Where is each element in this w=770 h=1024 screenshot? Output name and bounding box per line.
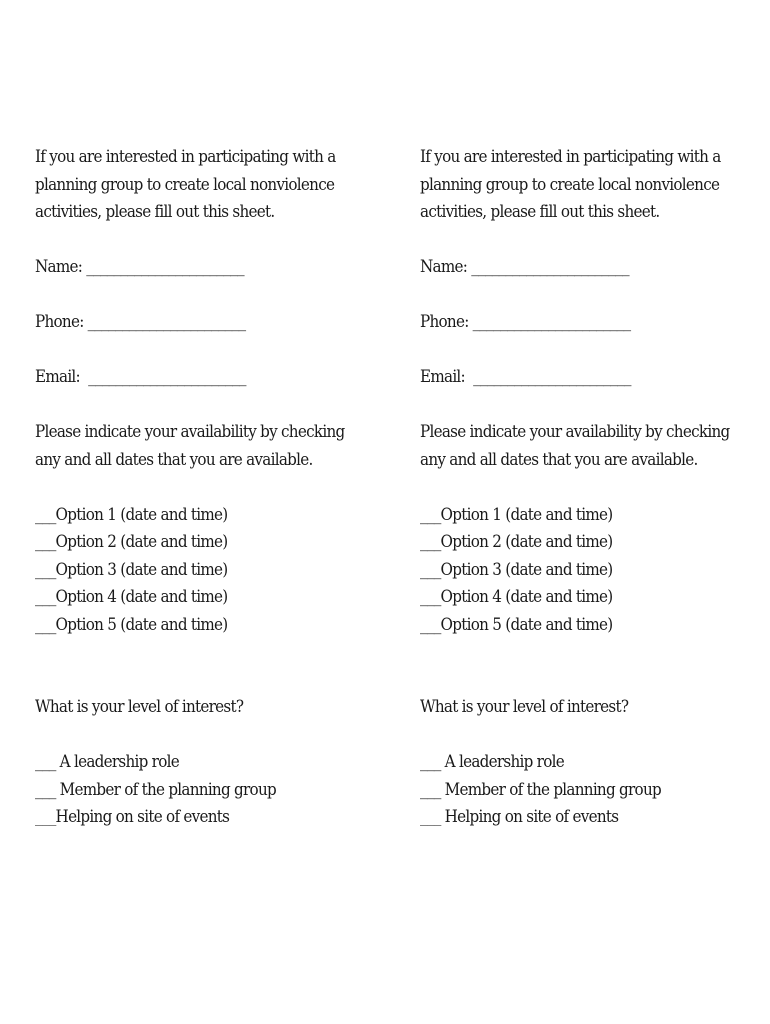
- phone-field: Phone: _______________________: [420, 312, 631, 331]
- spacer: [35, 336, 339, 364]
- spacer: [420, 226, 724, 254]
- email-field: Email: _______________________: [35, 367, 246, 386]
- spacer: [420, 721, 724, 749]
- phone-field: Phone: _______________________: [35, 312, 246, 331]
- date-option: ___Option 4 (date and time): [35, 587, 228, 606]
- signup-form-left: [35, 143, 345, 831]
- spacer: [35, 391, 339, 419]
- date-option: ___Option 2 (date and time): [420, 532, 613, 551]
- intro-line: If you are interested in participating with a: [35, 147, 336, 166]
- spacer: [35, 721, 339, 749]
- spacer: [35, 638, 339, 693]
- availability-prompt-line: any and all dates that you are available.: [420, 449, 698, 469]
- interest-option: ___ Member of the planning group: [35, 779, 276, 799]
- date-option: ___Option 3 (date and time): [35, 559, 228, 579]
- email-field: Email: _______________________: [420, 367, 631, 386]
- interest-option: ___Helping on site of events: [35, 807, 230, 826]
- name-field: Name: _______________________: [35, 257, 244, 276]
- spacer: [420, 638, 724, 693]
- interest-option: ___ A leadership role: [420, 752, 564, 771]
- intro-line: planning group to create local nonviolence: [35, 174, 335, 194]
- date-option: ___Option 3 (date and time): [420, 559, 613, 579]
- intro-line: activities, please fill out this sheet.: [420, 202, 660, 221]
- spacer: [420, 336, 724, 364]
- availability-prompt-line: Please indicate your availability by checking: [35, 422, 345, 441]
- date-option: ___Option 5 (date and time): [35, 614, 228, 634]
- spacer: [35, 473, 339, 501]
- spacer: [420, 281, 724, 309]
- date-option: ___Option 1 (date and time): [420, 504, 613, 524]
- intro-line: planning group to create local nonviolence: [420, 174, 720, 194]
- signup-form-right: [420, 143, 730, 831]
- interest-option: ___ Member of the planning group: [420, 779, 661, 799]
- spacer: [420, 473, 724, 501]
- availability-prompt-line: Please indicate your availability by checking: [420, 422, 730, 441]
- intro-line: If you are interested in participating with a: [420, 147, 721, 166]
- interest-question: What is your level of interest?: [35, 697, 244, 716]
- date-option: ___Option 1 (date and time): [35, 504, 228, 524]
- spacer: [35, 281, 339, 309]
- interest-question: What is your level of interest?: [420, 697, 629, 716]
- interest-option: ___ A leadership role: [35, 752, 179, 771]
- availability-prompt-line: any and all dates that you are available.: [35, 449, 313, 469]
- interest-option: ___ Helping on site of events: [420, 807, 619, 826]
- intro-line: activities, please fill out this sheet.: [35, 202, 275, 221]
- spacer: [420, 391, 724, 419]
- spacer: [35, 226, 339, 254]
- date-option: ___Option 4 (date and time): [420, 587, 613, 606]
- date-option: ___Option 5 (date and time): [420, 614, 613, 634]
- date-option: ___Option 2 (date and time): [35, 532, 228, 551]
- name-field: Name: _______________________: [420, 257, 629, 276]
